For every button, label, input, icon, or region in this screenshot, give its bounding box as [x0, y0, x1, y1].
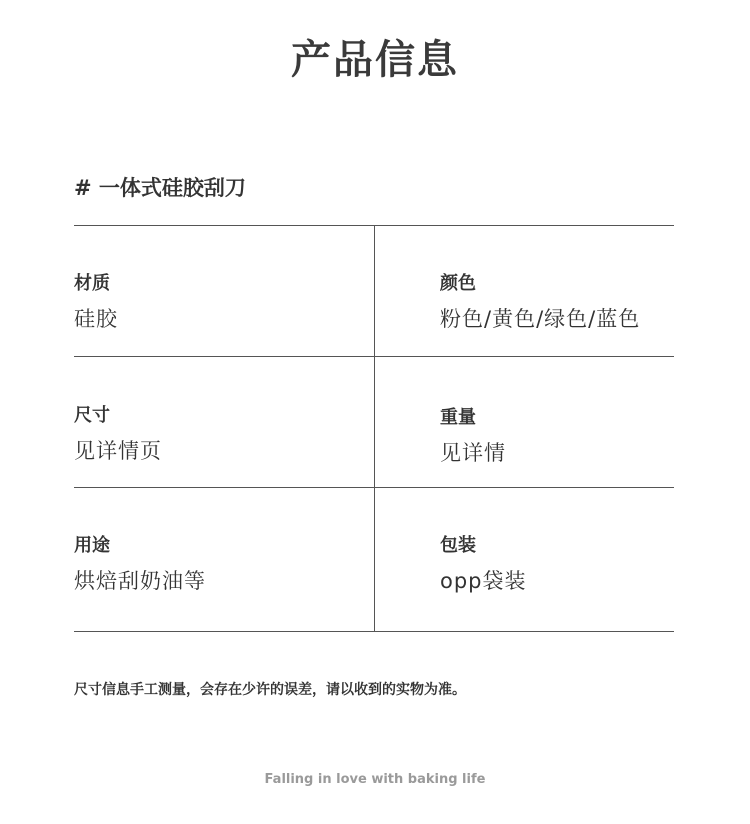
spec-cell-weight: [440, 403, 506, 467]
product-name: # 一体式硅胶刮刀: [74, 176, 246, 200]
spec-value: 见详情: [440, 441, 506, 465]
measurement-note: 尺寸信息手工测量，会存在少许的误差，请以收到的实物为准。: [74, 682, 466, 698]
page-title: 产品信息: [291, 37, 459, 83]
table-divider-row-1: [74, 356, 674, 357]
spec-value: 粉色/黄色/绿色/蓝色: [440, 307, 641, 331]
spec-label: 尺寸: [74, 405, 110, 426]
table-divider-vertical: [374, 226, 375, 631]
spec-cell-color: [440, 269, 640, 333]
spec-cell-usage: [74, 531, 206, 595]
spec-cell-size: [74, 401, 162, 465]
table-divider-row-2: [74, 487, 674, 488]
spec-label: 颜色: [440, 273, 476, 294]
spec-value: 见详情页: [74, 439, 162, 463]
spec-label: 材质: [74, 273, 110, 294]
spec-cell-material: [74, 269, 118, 333]
spec-label: 包装: [440, 535, 476, 556]
tagline: Falling in love with baking life: [264, 772, 486, 787]
spec-value: 硅胶: [74, 307, 118, 331]
spec-label: 重量: [440, 407, 476, 428]
spec-value: 烘焙刮奶油等: [74, 569, 206, 593]
spec-label: 用途: [74, 535, 110, 556]
spec-value: opp袋装: [440, 569, 527, 593]
spec-table: [74, 225, 674, 632]
spec-cell-packaging: [440, 531, 527, 595]
